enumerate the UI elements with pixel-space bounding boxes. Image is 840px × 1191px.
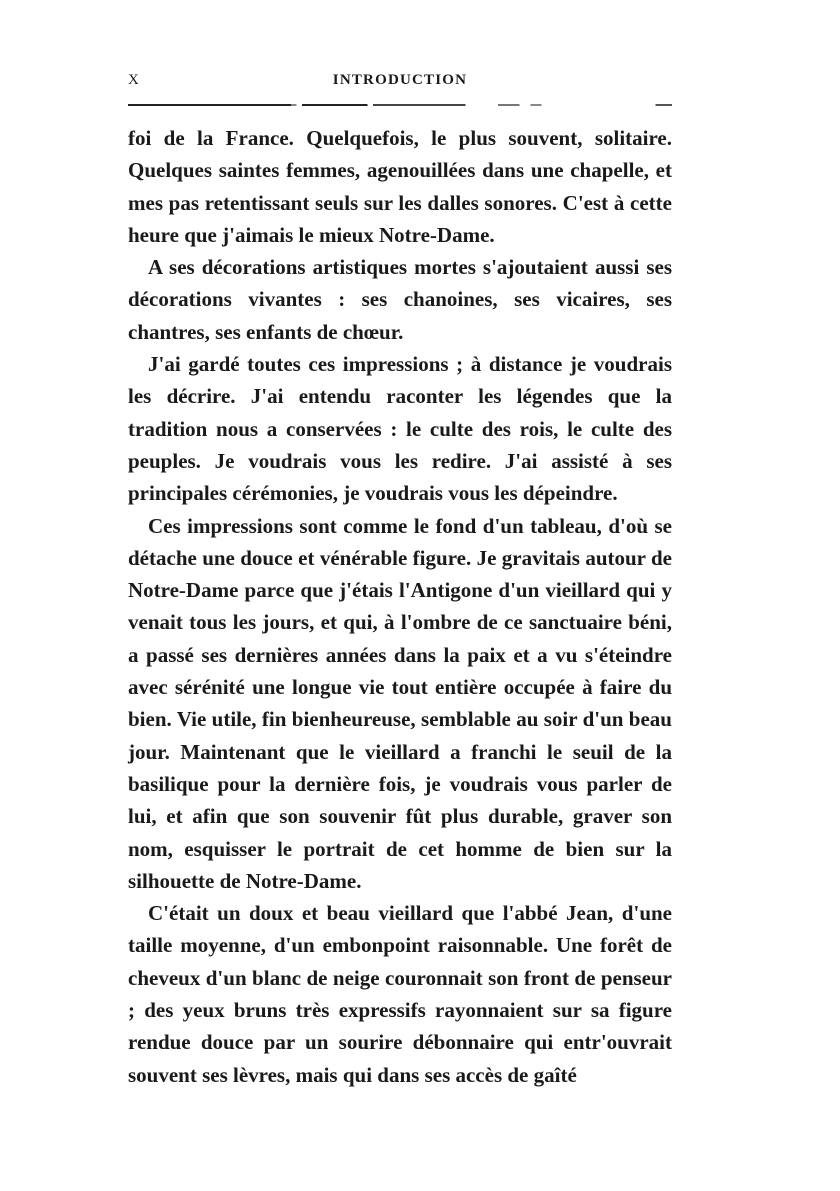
paragraph-4: Ces impressions sont comme le fond d'un tableau, d'où se détache une douce et vénérable figure. Je gravitais autour de Notre-Dame parce que j'étais l'Antigone d'un vieillard qui y venait tous les jours, et qui, à l'ombre de ce sanctuaire béni, a passé ses dernières années dans la paix et a vu s'éteindre avec sérénité une longue vie tout entière occupée à faire du bien. Vie utile, fin bienheureuse, semblable au soir d'un beau jour. Maintenant que le vieillard a franchi le seuil de la basilique pour la dernière fois, je voudrais vous parler de lui, et afin que son souvenir fût plus durable, graver son nom, esquisser le portrait de cet homme de bien sur la silhouette de Notre-Dame.: [128, 513, 672, 893]
paragraph-2: A ses décorations artistiques mortes s'ajoutaient aussi ses décorations vivantes : ses chanoines, ses vicaires, ses chantres, ses enfants de chœur.: [128, 255, 672, 344]
paragraph-5: C'était un doux et beau vieillard que l'abbé Jean, d'une taille moyenne, d'un embonpoint raisonnable. Une forêt de cheveux d'un blanc de neige couronnait son front de penseur ; des yeux bruns très expressifs rayonnaient sur sa figure rendue douce par un sourire débonnaire qui entr'ouvrait souvent ses lèvres, mais qui dans ses accès de gaîté: [128, 901, 672, 1087]
book-page: [128, 0, 672, 1191]
running-head: [128, 72, 672, 96]
paragraph-1: foi de la France. Quelquefois, le plus souvent, solitaire. Quelques saintes femmes, agenouillées dans une chapelle, et mes pas retentissant seuls sur les dalles sonores. C'est à cette heure que j'aimais le mieux Notre-Dame.: [128, 126, 672, 247]
body-text: [128, 122, 672, 1091]
running-title: INTRODUCTION: [332, 72, 468, 88]
page-number: X: [128, 72, 140, 88]
paragraph-3: J'ai gardé toutes ces impressions ; à distance je voudrais les décrire. J'ai entendu raconter les légendes que la tradition nous a conservées : le culte des rois, le culte des peuples. Je voudrais vous les redire. J'ai assisté à ses principales cérémonies, je voudrais vous les dépeindre.: [128, 352, 672, 506]
header-rule: [128, 104, 672, 106]
